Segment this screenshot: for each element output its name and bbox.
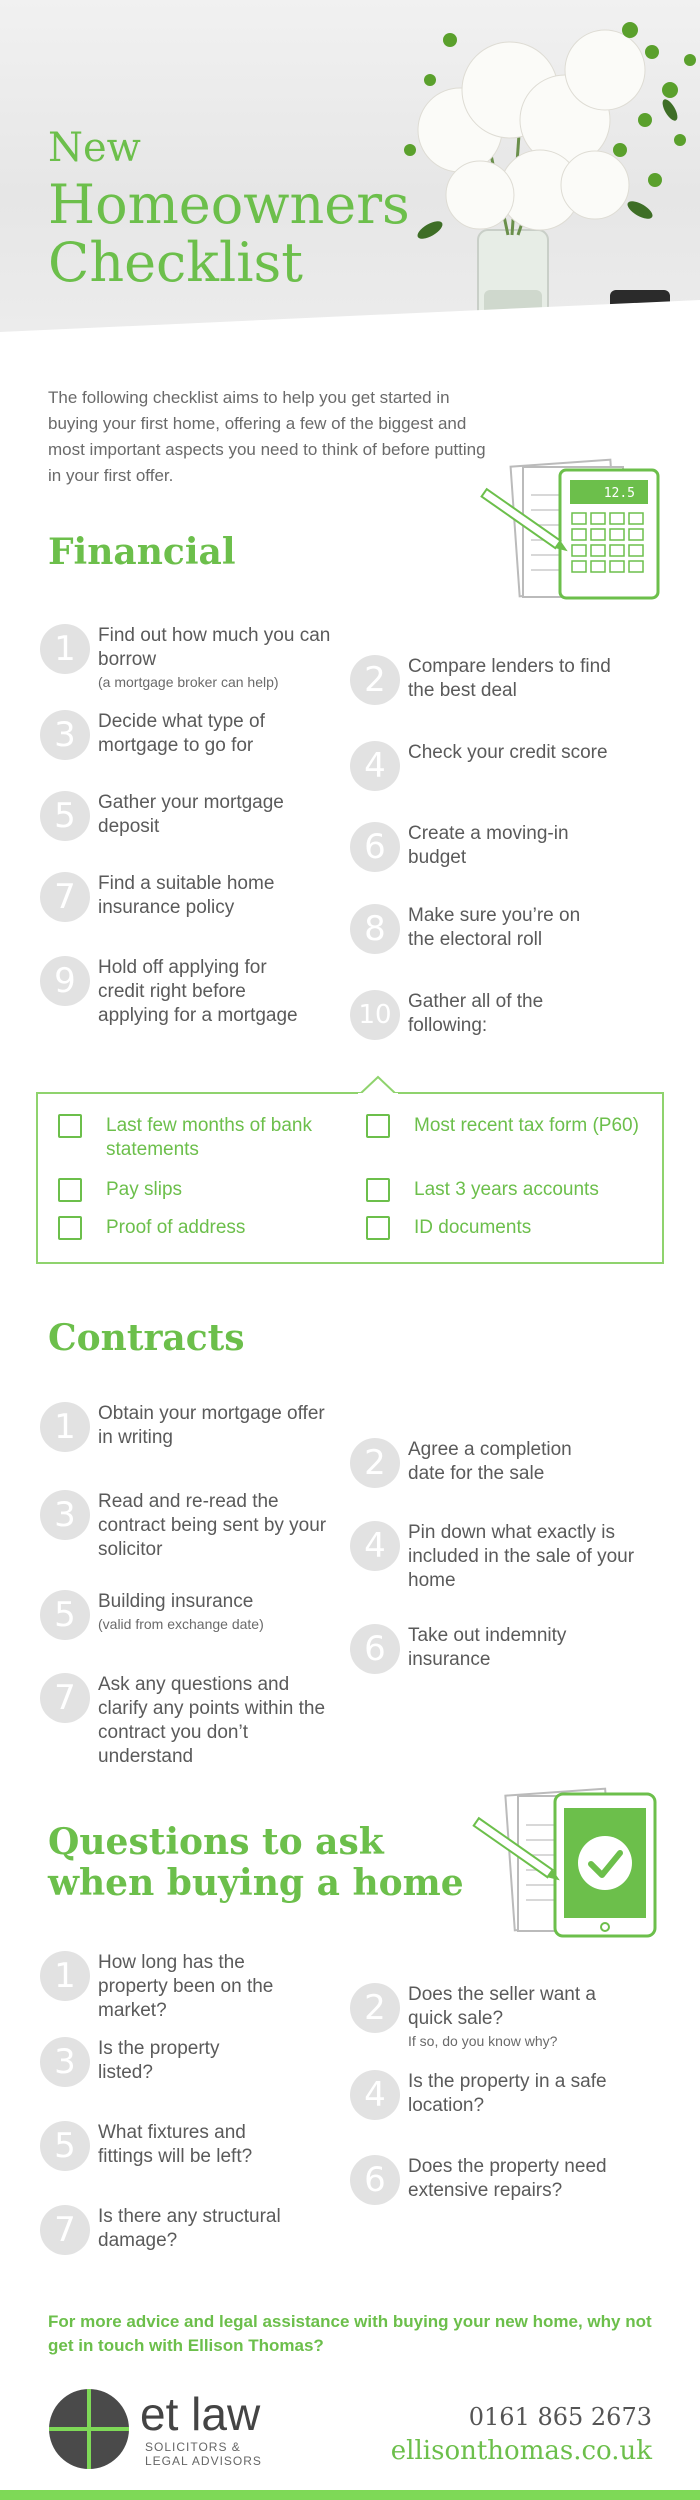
item-subtext: (valid from exchange date) <box>98 1616 264 1632</box>
financial-item-9 <box>40 956 300 1026</box>
number-circle: 3 <box>40 2037 90 2087</box>
number-circle: 3 <box>40 710 90 760</box>
item-text: Read and re-read the contract being sent by your solicitor <box>98 1491 327 1560</box>
bottom-accent-bar <box>0 2490 700 2500</box>
financial-item-10 <box>350 990 610 1060</box>
logo-subtitle-line2: LEGAL ADVISORS <box>145 2454 262 2468</box>
item-text: Pin down what exactly is included in the sale of your home <box>408 1522 635 1591</box>
checklist-label: Most recent tax form (P60) <box>414 1115 639 1136</box>
item-text: Is there any structural damage? <box>98 2206 281 2251</box>
hero-divider <box>0 300 700 355</box>
checkbox[interactable] <box>58 1178 82 1202</box>
number-circle: 1 <box>40 624 90 674</box>
item-text: Compare lenders to find the best deal <box>408 656 611 701</box>
logo-subtitle <box>145 2440 262 2468</box>
financial-item-5 <box>40 791 300 861</box>
number-circle: 5 <box>40 791 90 841</box>
item-text: Check your credit score <box>408 742 608 763</box>
phone-number[interactable]: 0161 865 2673 <box>468 2403 652 2431</box>
item-text: Make sure you’re on the electoral roll <box>408 905 581 950</box>
number-circle: 1 <box>40 1402 90 1452</box>
item-text: Is the property listed? <box>98 2038 220 2083</box>
checklist-label: Pay slips <box>106 1179 183 1200</box>
flower-vase-image <box>390 0 700 340</box>
financial-item-7 <box>40 872 300 942</box>
item-text: Does the seller want a quick sale? <box>408 1984 596 2029</box>
number-circle: 7 <box>40 1673 90 1723</box>
number-circle: 3 <box>40 1490 90 1540</box>
item-text: Decide what type of mortgage to go for <box>98 711 265 756</box>
number-circle: 8 <box>350 904 400 954</box>
number-circle: 7 <box>40 2205 90 2255</box>
number-circle: 1 <box>40 1951 90 2001</box>
financial-item-4 <box>350 741 610 811</box>
checkbox[interactable] <box>58 1216 82 1240</box>
checkbox[interactable] <box>366 1178 390 1202</box>
questions-heading-line2: when buying a home <box>48 1862 464 1905</box>
number-circle: 4 <box>350 1521 400 1571</box>
checkbox[interactable] <box>58 1114 82 1138</box>
number-circle: 7 <box>40 872 90 922</box>
financial-item-6 <box>350 822 610 892</box>
questions-item-6 <box>350 2155 610 2225</box>
number-circle: 6 <box>350 2155 400 2205</box>
item-text: Find a suitable home insurance policy <box>98 873 275 918</box>
financial-item-2 <box>350 655 610 725</box>
contracts-item-3 <box>40 1490 327 1560</box>
contracts-item-6 <box>350 1624 610 1694</box>
number-circle: 5 <box>40 1590 90 1640</box>
item-text: Is the property in a safe location? <box>408 2071 607 2116</box>
item-text: Building insurance <box>98 1591 254 1612</box>
contracts-item-2 <box>350 1438 610 1508</box>
number-circle: 9 <box>40 956 90 1006</box>
item-text: Take out indemnity insurance <box>408 1625 567 1670</box>
number-circle: 2 <box>350 1438 400 1488</box>
item-subtext: (a mortgage broker can help) <box>98 674 279 690</box>
contracts-item-7 <box>40 1673 326 1767</box>
number-circle: 10 <box>350 990 400 1040</box>
item-text: Gather all of the following: <box>408 991 544 1036</box>
checklist-label: Last 3 years accounts <box>414 1179 599 1200</box>
contracts-item-1 <box>40 1402 325 1472</box>
number-circle: 2 <box>350 1983 400 2033</box>
item-text: Create a moving-in budget <box>408 823 569 868</box>
financial-item-8 <box>350 904 610 974</box>
number-circle: 4 <box>350 2070 400 2120</box>
contracts-item-4 <box>350 1521 635 1591</box>
checkbox[interactable] <box>366 1114 390 1138</box>
item-text: Ask any questions and clarify any points within the contract you don’t understand <box>98 1674 326 1767</box>
number-circle: 6 <box>350 822 400 872</box>
contracts-heading: Contracts <box>48 1317 245 1359</box>
panel-pointer <box>358 1075 398 1095</box>
questions-item-2 <box>350 1983 610 2053</box>
checkbox[interactable] <box>366 1216 390 1240</box>
item-text: Agree a completion date for the sale <box>408 1439 572 1484</box>
questions-heading <box>48 1822 464 1905</box>
logo-subtitle-line1: SOLICITORS & <box>145 2440 241 2454</box>
item-text: Does the property need extensive repairs? <box>408 2156 607 2201</box>
documents-checklist <box>36 1092 664 1264</box>
questions-item-7 <box>40 2205 300 2275</box>
number-circle: 4 <box>350 741 400 791</box>
website-link[interactable]: ellisonthomas.co.uk <box>390 2436 652 2466</box>
calculator-display: 12.5 <box>603 486 635 501</box>
item-text: Hold off applying for credit right before applying for a mortgage <box>98 957 298 1026</box>
number-circle: 5 <box>40 2121 90 2171</box>
questions-item-5 <box>40 2121 300 2191</box>
tablet-checkmark-icon <box>470 1780 670 1950</box>
title-line-checklist: Checklist <box>48 231 303 294</box>
questions-item-4 <box>350 2070 610 2140</box>
questions-item-1 <box>40 1951 300 2021</box>
item-text: How long has the property been on the market? <box>98 1952 274 2021</box>
questions-heading-line1: Questions to ask <box>48 1821 384 1863</box>
item-text: What fixtures and fittings will be left? <box>98 2122 253 2167</box>
contracts-item-5 <box>40 1590 300 1660</box>
title-line-new: New <box>48 125 141 171</box>
hero-banner <box>0 0 700 355</box>
financial-item-3 <box>40 710 300 780</box>
item-text: Gather your mortgage deposit <box>98 792 284 837</box>
number-circle: 2 <box>350 655 400 705</box>
title-line-homeowners: Homeowners <box>48 173 410 236</box>
item-text: Obtain your mortgage offer in writing <box>98 1403 325 1448</box>
number-circle: 6 <box>350 1624 400 1674</box>
footer-call-to-action: For more advice and legal assistance with buying your new home, why not get in touch with Ellison Thomas? <box>48 2312 652 2355</box>
checklist-label: Proof of address <box>106 1217 246 1238</box>
et-law-logo-mark <box>48 2388 130 2470</box>
calculator-icon <box>475 455 665 615</box>
item-subtext: If so, do you know why? <box>408 2033 558 2049</box>
checklist-label: ID documents <box>414 1217 532 1238</box>
item-text: Find out how much you can borrow <box>98 625 331 670</box>
page-title <box>48 125 410 294</box>
checklist-label: Last few months of bank statements <box>106 1115 312 1160</box>
questions-item-3 <box>40 2037 300 2107</box>
logo-text: et law <box>140 2388 261 2440</box>
financial-item-1 <box>40 624 331 694</box>
financial-heading: Financial <box>48 531 236 573</box>
intro-paragraph: The following checklist aims to help you get started in buying your first home, offering a few of the biggest and most important aspects you need to think of before putting in your first offer. <box>48 388 486 485</box>
